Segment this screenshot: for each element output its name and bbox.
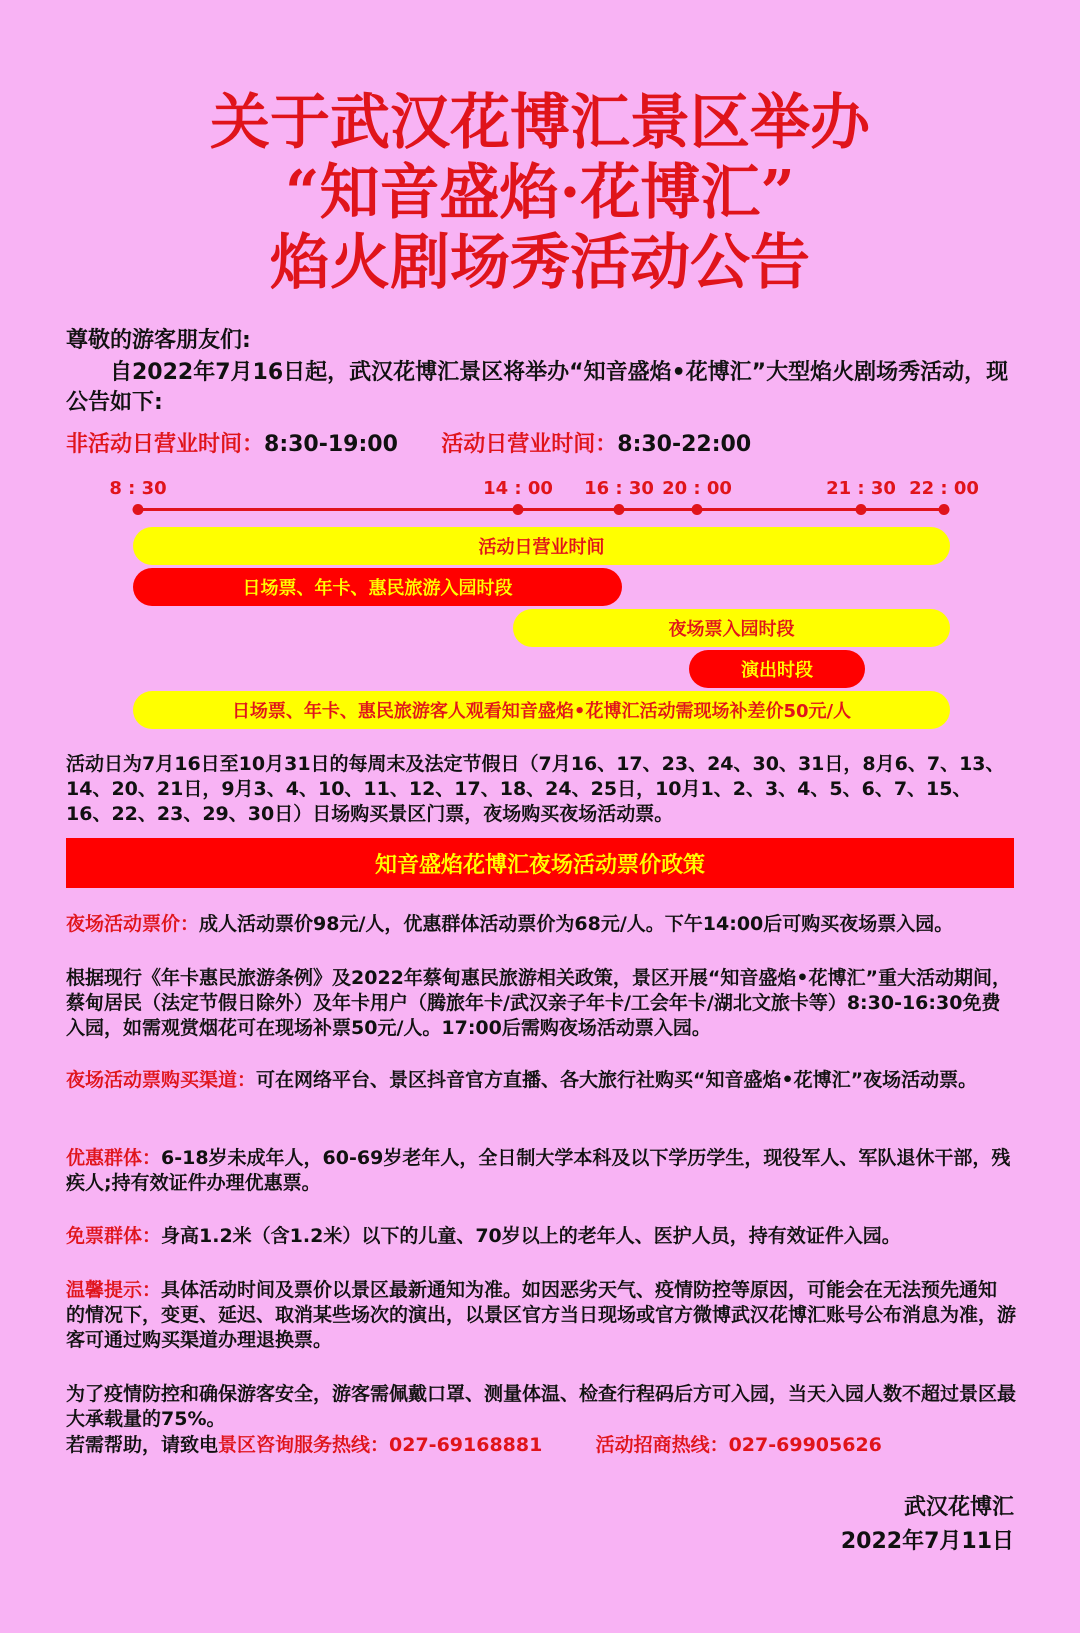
channel-text: 可在网络平台、景区抖音官方直播、各大旅行社购买“知音盛焰•花博汇”夜场活动票。 xyxy=(256,1069,978,1091)
tick-label: 14 : 00 xyxy=(483,478,553,499)
non-event-hours-label: 非活动日营业时间： xyxy=(66,432,265,457)
intro: 自2022年7月16日起，武汉花博汇景区将举办“知音盛焰•花博汇”大型焰火剧场秀活动，现公告如下: xyxy=(66,360,1009,415)
free-paragraph xyxy=(66,1224,1016,1249)
covid-paragraph: 为了疫情防控和确保游客安全，游客需佩戴口罩、测量体温、检查行程码后方可入园，当天入园人数不超过景区最大承载量的75%。 xyxy=(66,1383,1017,1430)
timeline-dot xyxy=(614,504,625,515)
timeline-dot xyxy=(856,504,867,515)
ticket-policy-banner: 知音盛焰花博汇夜场活动票价政策 xyxy=(66,838,1014,888)
timeline-dot xyxy=(939,504,950,515)
tip-label: 温馨提示： xyxy=(66,1279,162,1301)
timeline-dot xyxy=(692,504,703,515)
free-label: 免票群体： xyxy=(66,1225,162,1247)
consult-hotline: 景区咨询服务热线：027-69168881 xyxy=(218,1434,543,1456)
help-prefix: 若需帮助，请致电 xyxy=(66,1434,219,1456)
business-hours xyxy=(66,430,1016,460)
business-hotline: 活动招商热线：027-69905626 xyxy=(595,1434,882,1456)
annual-card-paragraph: 根据现行《年卡惠民旅游条例》及2022年蔡甸惠民旅游相关政策，景区开展“知音盛焰•花博汇”重大活动期间，蔡甸居民（法定节假日除外）及年卡用户（腾旅年卡/武汉亲子年卡/工会年卡/湖北文旅卡等）8:30-16:30免费入园，如需观赏烟花可在现场补票50元/人。17:00后需购夜场活动票入园。 xyxy=(66,967,1012,1039)
discount-paragraph xyxy=(66,1146,1016,1196)
tick-label: 8 : 30 xyxy=(109,478,167,499)
tip-paragraph xyxy=(66,1278,1016,1353)
price-label: 夜场活动票价： xyxy=(66,913,200,935)
event-day-hours-bar: 活动日营业时间 xyxy=(133,527,950,565)
help-line xyxy=(66,1433,1016,1458)
timeline-dot xyxy=(133,504,144,515)
discount-label: 优惠群体： xyxy=(66,1147,162,1169)
discount-text: 6-18岁未成年人，60-69岁老年人，全日制大学本科及以下学历学生，现役军人、军队退休干部，残疾人;持有效证件办理优惠票。 xyxy=(66,1147,1011,1194)
title-line-3: 焰火剧场秀活动公告 xyxy=(270,228,810,298)
channel-label: 夜场活动票购买渠道： xyxy=(66,1069,257,1091)
signature-date: 2022年7月11日 xyxy=(840,1529,1014,1554)
free-text: 身高1.2米（含1.2米）以下的儿童、70岁以上的老年人、医护人员，持有效证件入园。 xyxy=(161,1225,901,1247)
event-hours-label: 活动日营业时间： xyxy=(441,432,618,457)
event-hours-value: 8:30-22:00 xyxy=(617,432,752,457)
event-days-text: 活动日为7月16日至10月31日的每周末及法定节假日（7月16、17、23、24、30、31日，8月6、7、13、14、20、21日，9月3、4、10、11、12、17、18、24、25日，10月1、2、3、4、5、6、7、15、16、22、23、29、30日）日场购买景区门票，夜场购买夜场活动票。 xyxy=(66,753,1005,825)
tick-label: 16 : 30 xyxy=(584,478,654,499)
tip-text: 具体活动时间及票价以景区最新通知为准。如因恶劣天气、疫情防控等原因，可能会在无法预先通知的情况下，变更、延迟、取消某些场次的演出，以景区官方当日现场或官方微博武汉花博汇账号公布消息为准，游客可通过购买渠道办理退换票。 xyxy=(66,1279,1017,1351)
price-paragraph xyxy=(66,912,1016,937)
price-text: 成人活动票价98元/人，优惠群体活动票价为68元/人。下午14:00后可购买夜场票入园。 xyxy=(199,913,954,935)
day-ticket-entry-bar: 日场票、年卡、惠民旅游入园时段 xyxy=(133,568,622,606)
signature-org: 武汉花博汇 xyxy=(903,1495,1014,1520)
night-ticket-entry-bar: 夜场票入园时段 xyxy=(513,609,950,647)
title-line-1: 关于武汉花博汇景区举办 xyxy=(210,88,870,158)
timeline-axis xyxy=(138,508,944,511)
tick-label: 22 : 00 xyxy=(909,478,979,499)
greeting: 尊敬的游客朋友们: xyxy=(66,328,251,353)
title-line-2: “知音盛焰·花博汇” xyxy=(285,158,795,228)
show-time-bar: 演出时段 xyxy=(689,650,865,688)
tick-label: 20 : 00 xyxy=(662,478,732,499)
channel-paragraph xyxy=(66,1068,1016,1093)
surcharge-note-bar: 日场票、年卡、惠民旅游客人观看知音盛焰•花博汇活动需现场补差价50元/人 xyxy=(133,691,950,729)
timeline-dot xyxy=(513,504,524,515)
tick-label: 21 : 30 xyxy=(826,478,896,499)
non-event-hours-value: 8:30-19:00 xyxy=(264,432,398,457)
